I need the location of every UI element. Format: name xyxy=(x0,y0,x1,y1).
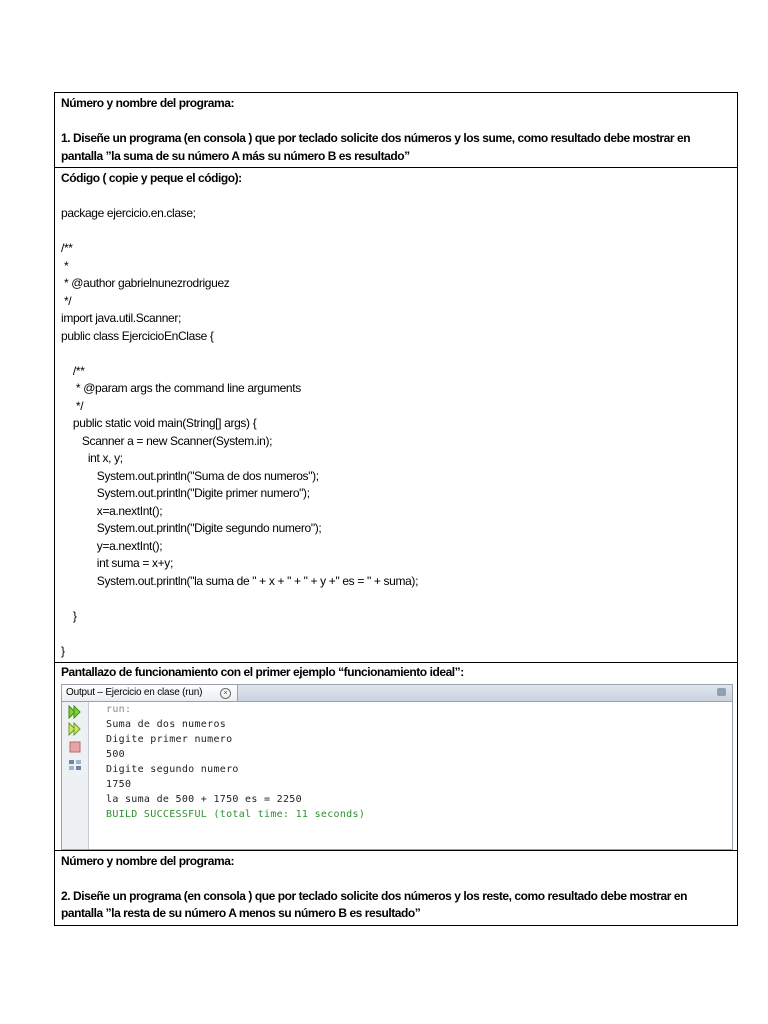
code-heading: Código ( copie y peque el código): xyxy=(61,171,242,185)
output-line: 500 xyxy=(106,748,125,760)
output-tab-title: Output – Ejercicio en clase (run) xyxy=(66,686,203,698)
screenshot-heading: Pantallazo de funcionamiento con el primer ejemplo “funcionamiento ideal”: xyxy=(61,665,464,679)
code-line: public class EjercicioEnClase { xyxy=(61,328,214,343)
output-line: BUILD SUCCESSFUL (total time: 11 seconds) xyxy=(106,808,366,820)
settings-icon[interactable] xyxy=(68,758,82,772)
program-2-cell xyxy=(55,850,738,925)
code-line xyxy=(61,223,731,241)
output-line: Suma de dos numeros xyxy=(106,718,227,730)
document-table xyxy=(54,92,738,926)
output-toolbar xyxy=(62,702,89,849)
code-line: int suma = x+y; xyxy=(61,556,173,570)
code-line: public static void main(String[] args) { xyxy=(61,416,257,430)
code-line: * @param args the command line arguments xyxy=(61,381,301,395)
output-tab[interactable] xyxy=(62,685,238,701)
code-line: System.out.println("Digite segundo numero"); xyxy=(61,521,322,535)
output-line: Digite primer numero xyxy=(106,733,233,745)
output-line: Digite segundo numero xyxy=(106,763,239,775)
stop-icon[interactable] xyxy=(68,740,82,754)
code-line: System.out.println("Suma de dos numeros"); xyxy=(61,468,319,483)
code-row xyxy=(55,168,738,663)
close-icon[interactable]: × xyxy=(220,688,231,699)
code-line: /** xyxy=(61,363,85,378)
program-2-description: 2. Diseñe un programa (en consola ) que por teclado solicite dos números y los reste, como resultado debe mostrar en pantalla ”la resta de su número A menos su número B es resultado” xyxy=(61,888,687,920)
code-line xyxy=(61,590,731,608)
output-line: 1750 xyxy=(106,778,132,790)
screenshot-cell xyxy=(55,663,738,851)
code-block xyxy=(61,205,731,660)
output-console xyxy=(106,702,732,849)
code-line xyxy=(61,345,731,363)
code-line: System.out.println("la suma de " + x + " + " + y +" es = " + suma); xyxy=(61,573,419,588)
output-line: run: xyxy=(106,703,132,715)
program-2-row xyxy=(55,850,738,925)
program-1-cell xyxy=(55,93,738,168)
rerun-alt-icon[interactable] xyxy=(68,722,82,736)
code-line: */ xyxy=(61,293,72,308)
output-line: la suma de 500 + 1750 es = 2250 xyxy=(106,793,302,805)
code-line: package ejercicio.en.clase; xyxy=(61,206,196,220)
program-1-heading: Número y nombre del programa: xyxy=(61,96,234,110)
code-line: } xyxy=(61,608,77,623)
program-1-description: 1. Diseñe un programa (en consola ) que por teclado solicite dos números y los sume, como resultado debe mostrar en pantalla ”la suma de su número A más su número B es resultado” xyxy=(61,131,691,163)
code-line: x=a.nextInt(); xyxy=(61,503,163,518)
code-cell xyxy=(55,168,738,663)
code-line: */ xyxy=(61,398,84,413)
code-line: /** xyxy=(61,241,73,255)
code-line: * @author gabrielnunezrodriguez xyxy=(61,276,230,290)
code-line: * xyxy=(61,258,69,273)
screenshot-row xyxy=(55,663,738,851)
output-panel xyxy=(61,684,733,850)
output-header xyxy=(62,685,732,702)
code-line: System.out.println("Digite primer numero"); xyxy=(61,486,310,500)
maximize-icon[interactable] xyxy=(717,688,726,696)
code-line xyxy=(61,625,731,643)
code-line: } xyxy=(61,643,65,658)
code-line: int x, y; xyxy=(61,451,123,465)
code-line: import java.util.Scanner; xyxy=(61,311,181,325)
rerun-icon[interactable] xyxy=(68,705,82,719)
code-line: Scanner a = new Scanner(System.in); xyxy=(61,433,273,448)
code-line: y=a.nextInt(); xyxy=(61,538,163,553)
program-1-row xyxy=(55,93,738,168)
program-2-heading: Número y nombre del programa: xyxy=(61,853,234,868)
